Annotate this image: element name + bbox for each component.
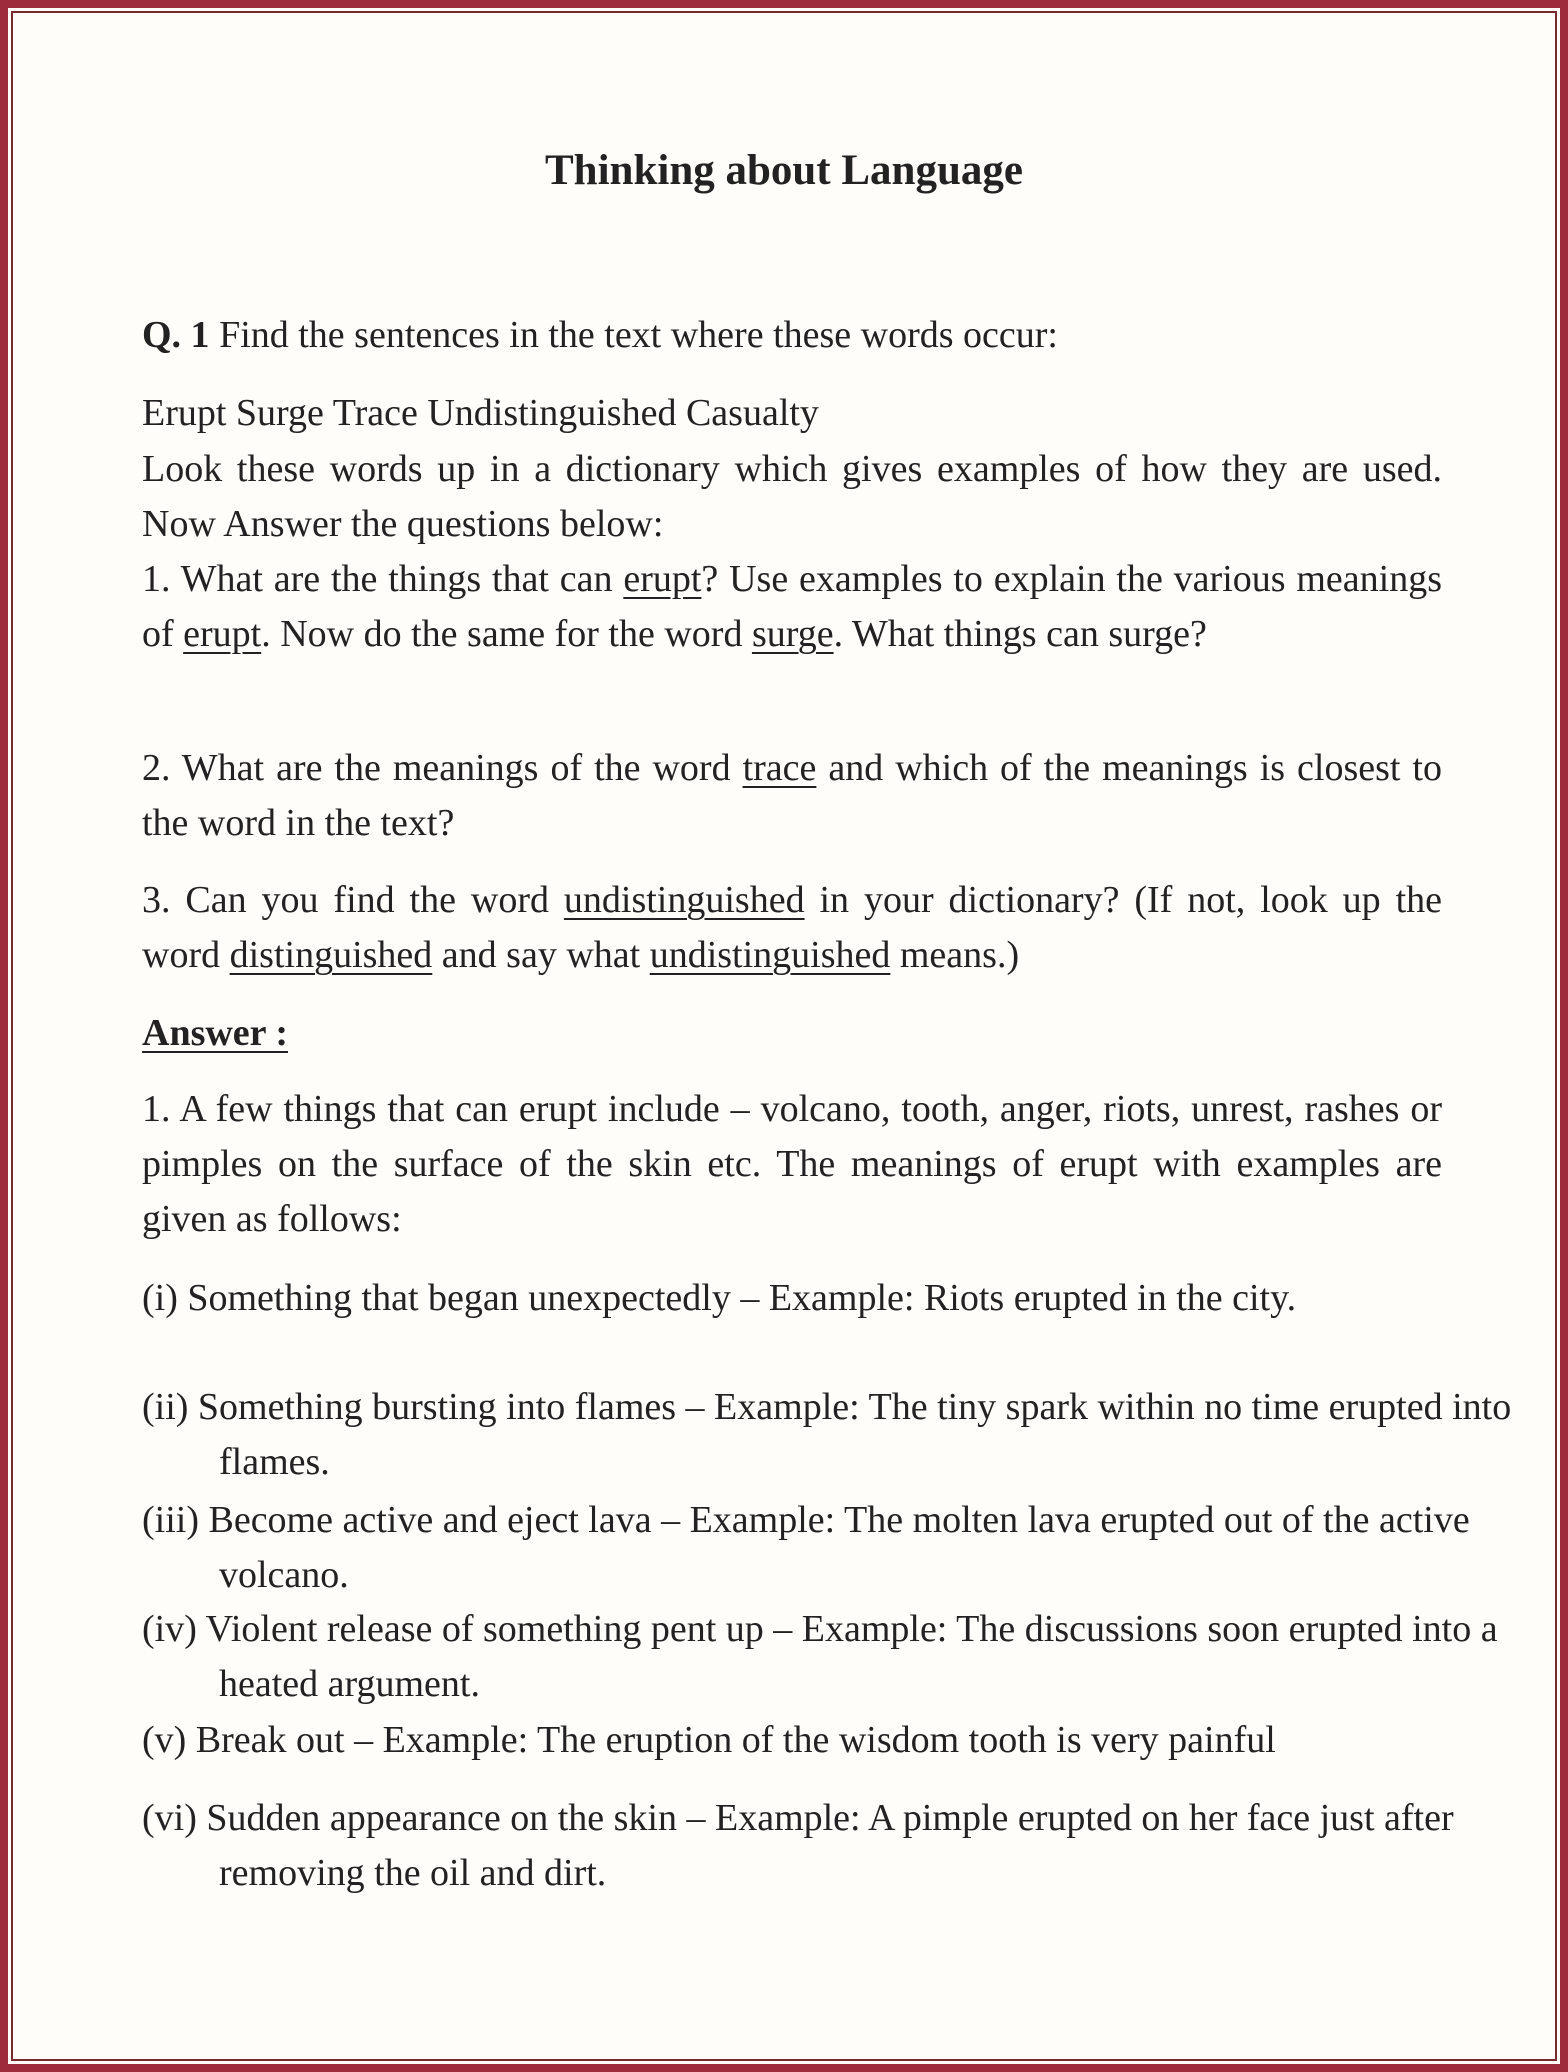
word-list: Erupt Surge Trace Undistinguished Casualty <box>142 392 819 434</box>
answer-heading: Answer : <box>142 1012 289 1054</box>
instruction: Look these words up in a dictionary which gives examples of how they are used. Now Answer the questions below: <box>142 448 1442 545</box>
answer-intro: 1. A few things that can erupt include – volcano, tooth, anger, riots, unrest, rashes or pimples on the surface of the skin etc. The meanings of erupt with examples are given as follows: <box>142 1088 1442 1240</box>
answer-item: (v) Break out – Example: The eruption of the wisdom tooth is very painful <box>142 1719 1276 1761</box>
answer-item: (vi) Sudden appearance on the skin – Example: A pimple erupted on her face just after removing the oil and dirt. <box>142 1797 1454 1894</box>
page-title: Thinking about Language <box>545 147 1023 194</box>
question-1: 1. What are the things that can erupt? Use examples to explain the various meanings of erupt. Now do the same for the word surge. What things can surge? <box>142 558 1442 655</box>
answer-item: (iv) Violent release of something pent up – Example: The discussions soon erupted into a heated argument. <box>142 1608 1498 1705</box>
question-number: Q. 1 <box>142 314 210 356</box>
page <box>8 8 1560 2064</box>
question-prompt: Q. 1 Find the sentences in the text where these words occur: <box>142 314 1058 356</box>
answer-item: (iii) Become active and eject lava – Example: The molten lava erupted out of the active volcano. <box>142 1499 1470 1596</box>
question-3: 3. Can you find the word undistinguished in your dictionary? (If not, look up the word distinguished and say what undistinguished means.) <box>142 879 1443 976</box>
question-2: 2. What are the meanings of the word trace and which of the meanings is closest to the word in the text? <box>142 747 1442 844</box>
answer-item: (i) Something that began unexpectedly – Example: Riots erupted in the city. <box>142 1277 1297 1319</box>
answer-item: (ii) Something bursting into flames – Example: The tiny spark within no time erupted into flames. <box>142 1386 1512 1483</box>
